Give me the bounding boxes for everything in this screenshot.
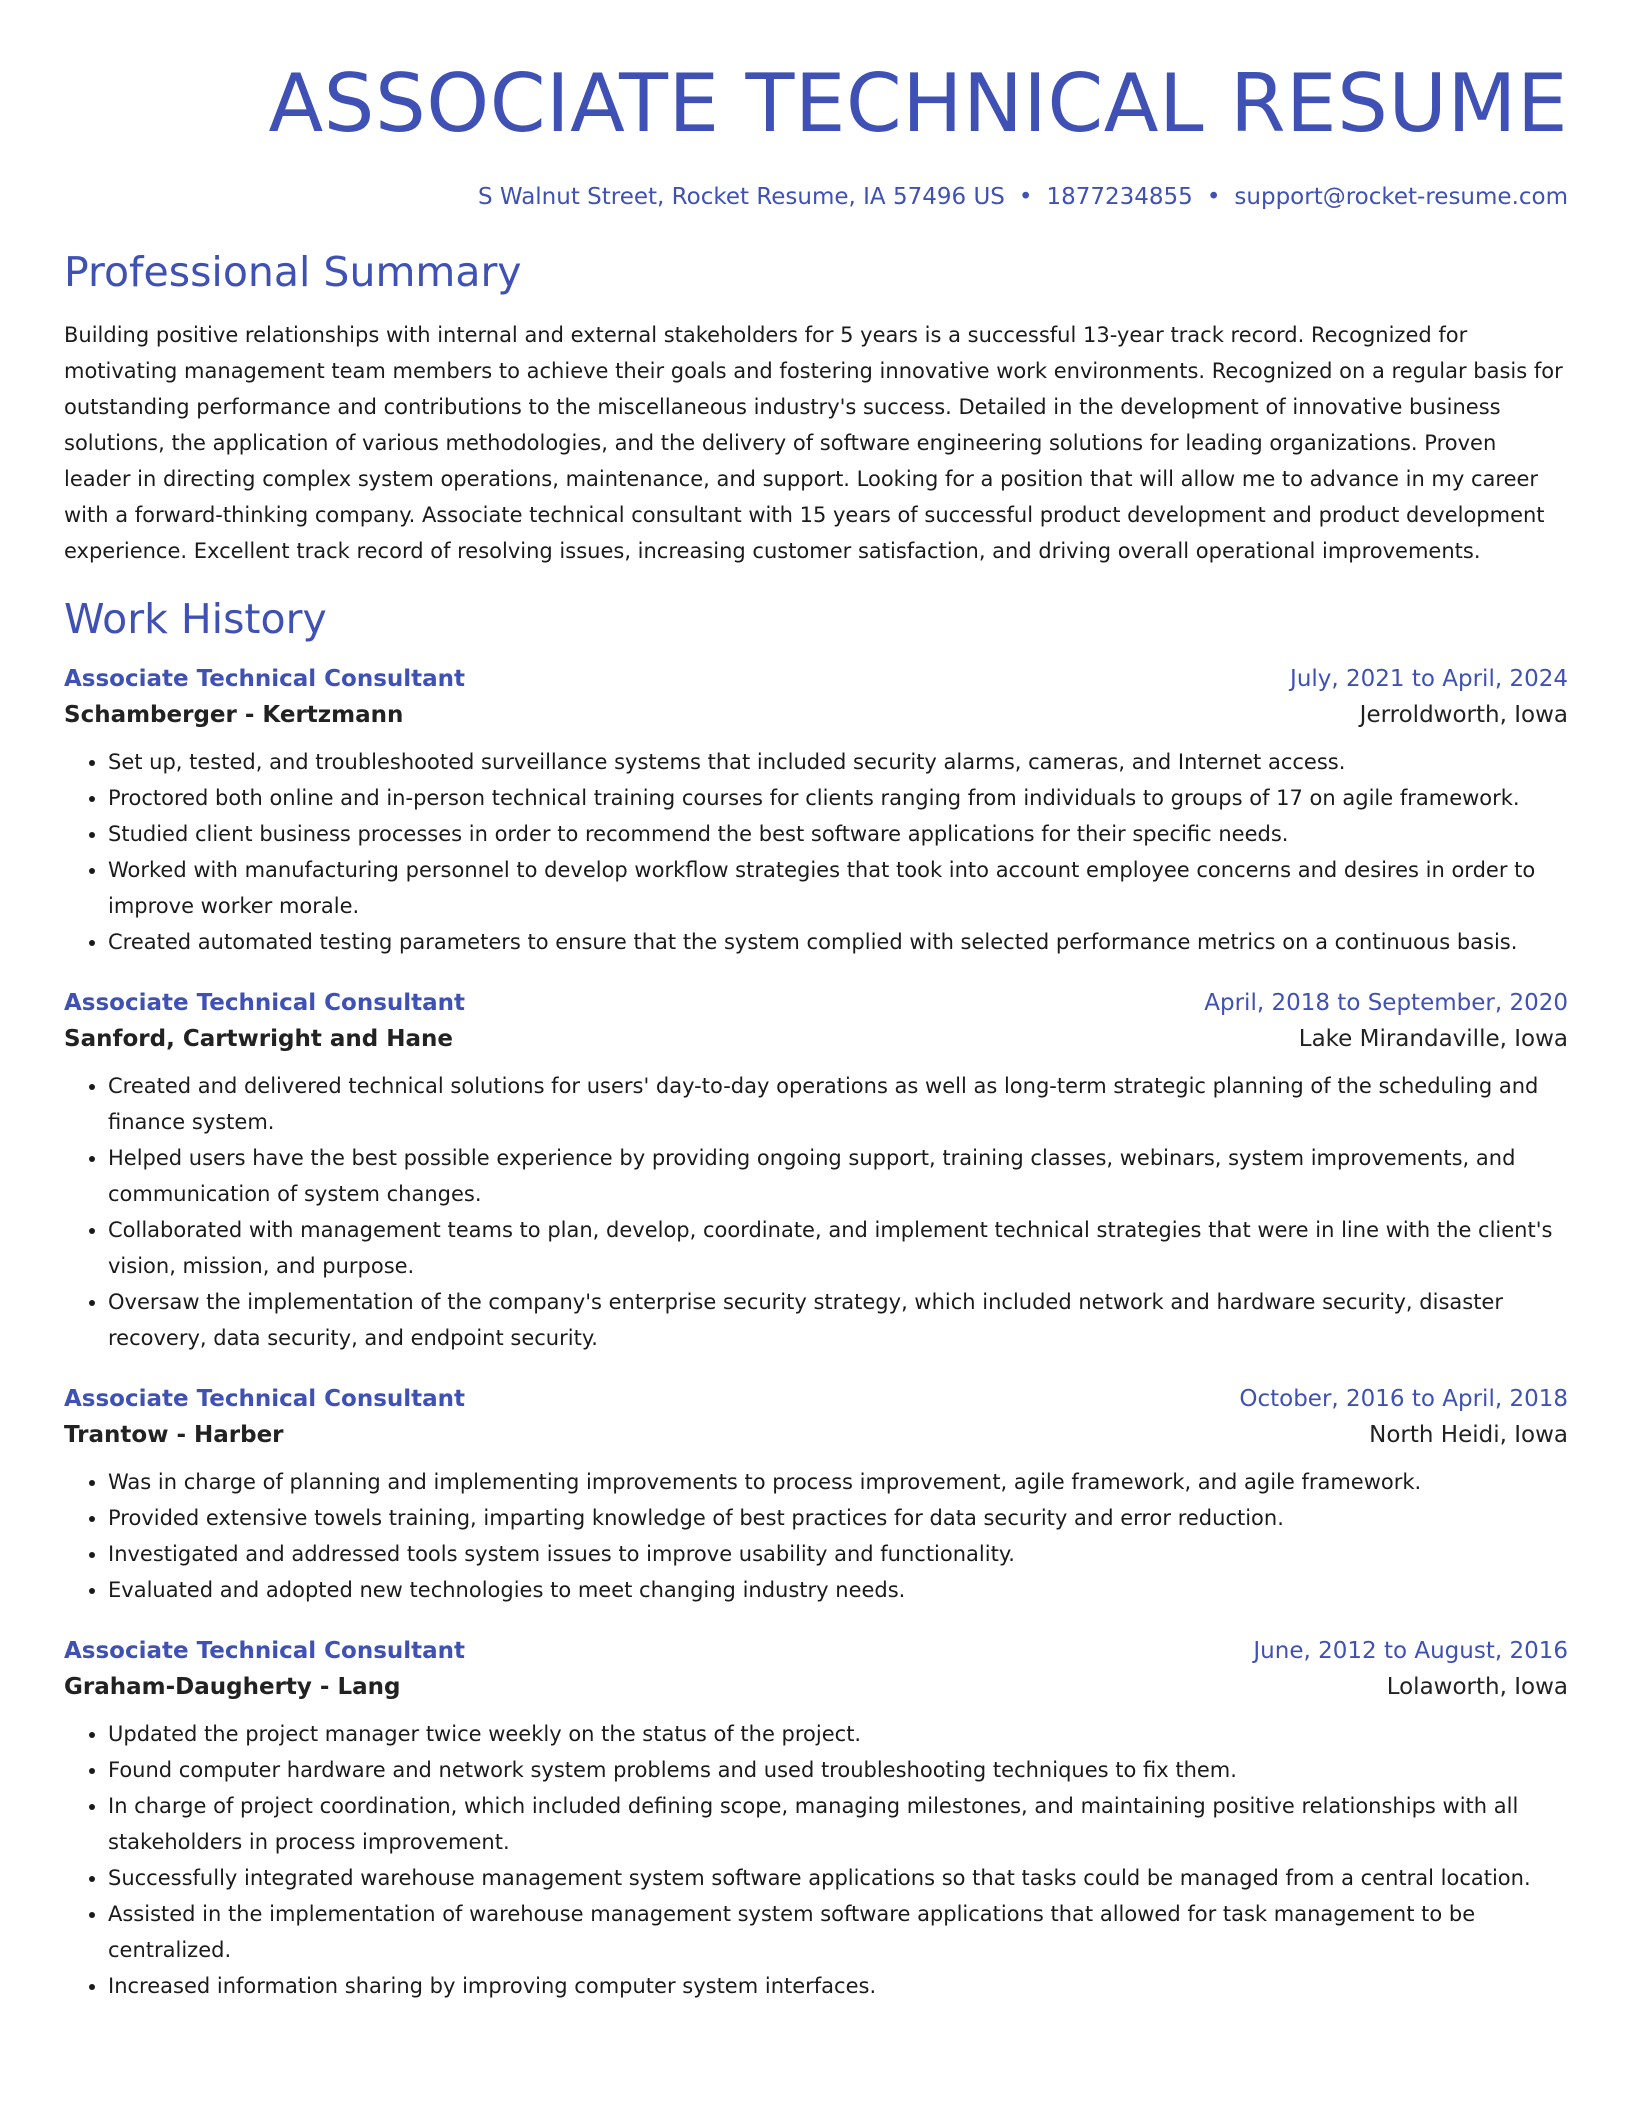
job-location: Jerroldworth, Iowa: [1359, 702, 1568, 729]
job-dates: April, 2018 to September, 2020: [1204, 990, 1568, 1017]
job-bullet-list: [64, 1464, 1568, 1608]
job-bullet: • Provided extensive towels training, imparting knowledge of best practices for data security and error reduction.: [108, 1500, 1568, 1536]
job-company: Trantow - Harber: [64, 1422, 284, 1449]
job-title: Associate Technical Consultant: [64, 1638, 466, 1665]
professional-summary-section: [64, 248, 1568, 569]
job-title: Associate Technical Consultant: [64, 666, 466, 693]
job-bullet: • Set up, tested, and troubleshooted surveillance systems that included security alarms, cameras, and Internet access.: [108, 744, 1568, 780]
job-location: North Heidi, Iowa: [1369, 1422, 1568, 1449]
job-company-row: [64, 1026, 1568, 1052]
job-entry: [64, 990, 1568, 1356]
job-company: Sanford, Cartwright and Hane: [64, 1026, 453, 1053]
job-bullet: • Oversaw the implementation of the company's enterprise security strategy, which included network and hardware security, disaster recovery, data security, and endpoint security.: [108, 1284, 1568, 1356]
resume-header: [64, 58, 1568, 210]
job-location: Lolaworth, Iowa: [1386, 1674, 1568, 1701]
job-dates: June, 2012 to August, 2016: [1253, 1638, 1568, 1665]
contact-separator: •: [1018, 184, 1033, 210]
section-heading-summary: Professional Summary: [64, 248, 522, 296]
summary-text: Building positive relationships with internal and external stakeholders for 5 years is a successful 13-year track record. Recognized for motivating management team members to achieve their goals and fostering innovative work environments. Recognized on a regular basis for outstanding performance and contributions to the miscellaneous industry's success. Detailed in the development of innovative business solutions, the application of various methodologies, and the delivery of software engineering solutions for leading organizations. Proven leader in directing complex system operations, maintenance, and support. Looking for a position that will allow me to advance in my career with a forward-thinking company. Associate technical consultant with 15 years of successful product development and product development experience. Excellent track record of resolving issues, increasing customer satisfaction, and driving overall operational improvements.: [64, 323, 1563, 564]
job-bullet: • Increased information sharing by improving computer system interfaces.: [108, 1968, 1568, 2004]
job-bullet-list: [64, 1716, 1568, 2004]
job-bullet: • Updated the project manager twice weekly on the status of the project.: [108, 1716, 1568, 1752]
job-bullet-list: [64, 1068, 1568, 1356]
job-title-row: [64, 1638, 1568, 1664]
job-bullet: • Was in charge of planning and implementing improvements to process improvement, agile framework, and agile framework.: [108, 1464, 1568, 1500]
job-bullet: • Proctored both online and in-person technical training courses for clients ranging from individuals to groups of 17 on agile framework.: [108, 780, 1568, 816]
contact-separator: •: [1206, 184, 1221, 210]
job-company-row: [64, 1422, 1568, 1448]
section-heading-work-history: Work History: [64, 595, 327, 644]
job-title-row: [64, 666, 1568, 692]
job-bullet: • Investigated and addressed tools system issues to improve usability and functionality.: [108, 1536, 1568, 1572]
job-title-row: [64, 990, 1568, 1016]
job-entry: [64, 1638, 1568, 2004]
contact-address: S Walnut Street, Rocket Resume, IA 57496 US: [478, 184, 1005, 210]
contact-phone: 1877234855: [1046, 184, 1193, 210]
job-company: Graham-Daugherty - Lang: [64, 1674, 401, 1701]
job-bullet: • Evaluated and adopted new technologies to meet changing industry needs.: [108, 1572, 1568, 1608]
job-bullet: • Collaborated with management teams to plan, develop, coordinate, and implement technical strategies that were in line with the client's vision, mission, and purpose.: [108, 1212, 1568, 1284]
job-bullet: • Studied client business processes in order to recommend the best software applications for their specific needs.: [108, 816, 1568, 852]
job-bullet: • Worked with manufacturing personnel to develop workflow strategies that took into account employee concerns and desires in order to improve worker morale.: [108, 852, 1568, 924]
job-dates: October, 2016 to April, 2018: [1239, 1386, 1568, 1413]
job-bullet: • Helped users have the best possible experience by providing ongoing support, training classes, webinars, system improvements, and communication of system changes.: [108, 1140, 1568, 1212]
job-entry: [64, 1386, 1568, 1608]
job-company-row: [64, 702, 1568, 728]
work-history-section: [64, 595, 1568, 2004]
job-title: Associate Technical Consultant: [64, 990, 466, 1017]
job-bullet: • Found computer hardware and network system problems and used troubleshooting techniques to fix them.: [108, 1752, 1568, 1788]
job-dates: July, 2021 to April, 2024: [1290, 666, 1568, 693]
job-title: Associate Technical Consultant: [64, 1386, 466, 1413]
job-entry: [64, 666, 1568, 960]
job-bullet: • In charge of project coordination, which included defining scope, managing milestones, and maintaining positive relationships with all stakeholders in process improvement.: [108, 1788, 1568, 1860]
resume-title: ASSOCIATE TECHNICAL RESUME: [268, 57, 1568, 150]
job-bullet: • Created and delivered technical solutions for users' day-to-day operations as well as long-term strategic planning of the scheduling and finance system.: [108, 1068, 1568, 1140]
contact-line: [64, 184, 1568, 210]
job-bullet: • Created automated testing parameters to ensure that the system complied with selected performance metrics on a continuous basis.: [108, 924, 1568, 960]
job-bullet: • Successfully integrated warehouse management system software applications so that tasks could be managed from a central location.: [108, 1860, 1568, 1896]
contact-email[interactable]: support@rocket-resume.com: [1234, 184, 1568, 210]
job-location: Lake Mirandaville, Iowa: [1298, 1026, 1568, 1053]
job-title-row: [64, 1386, 1568, 1412]
job-bullet: • Assisted in the implementation of warehouse management system software applications that allowed for task management to be centralized.: [108, 1896, 1568, 1968]
job-bullet-list: [64, 744, 1568, 960]
job-company-row: [64, 1674, 1568, 1700]
job-company: Schamberger - Kertzmann: [64, 702, 404, 729]
